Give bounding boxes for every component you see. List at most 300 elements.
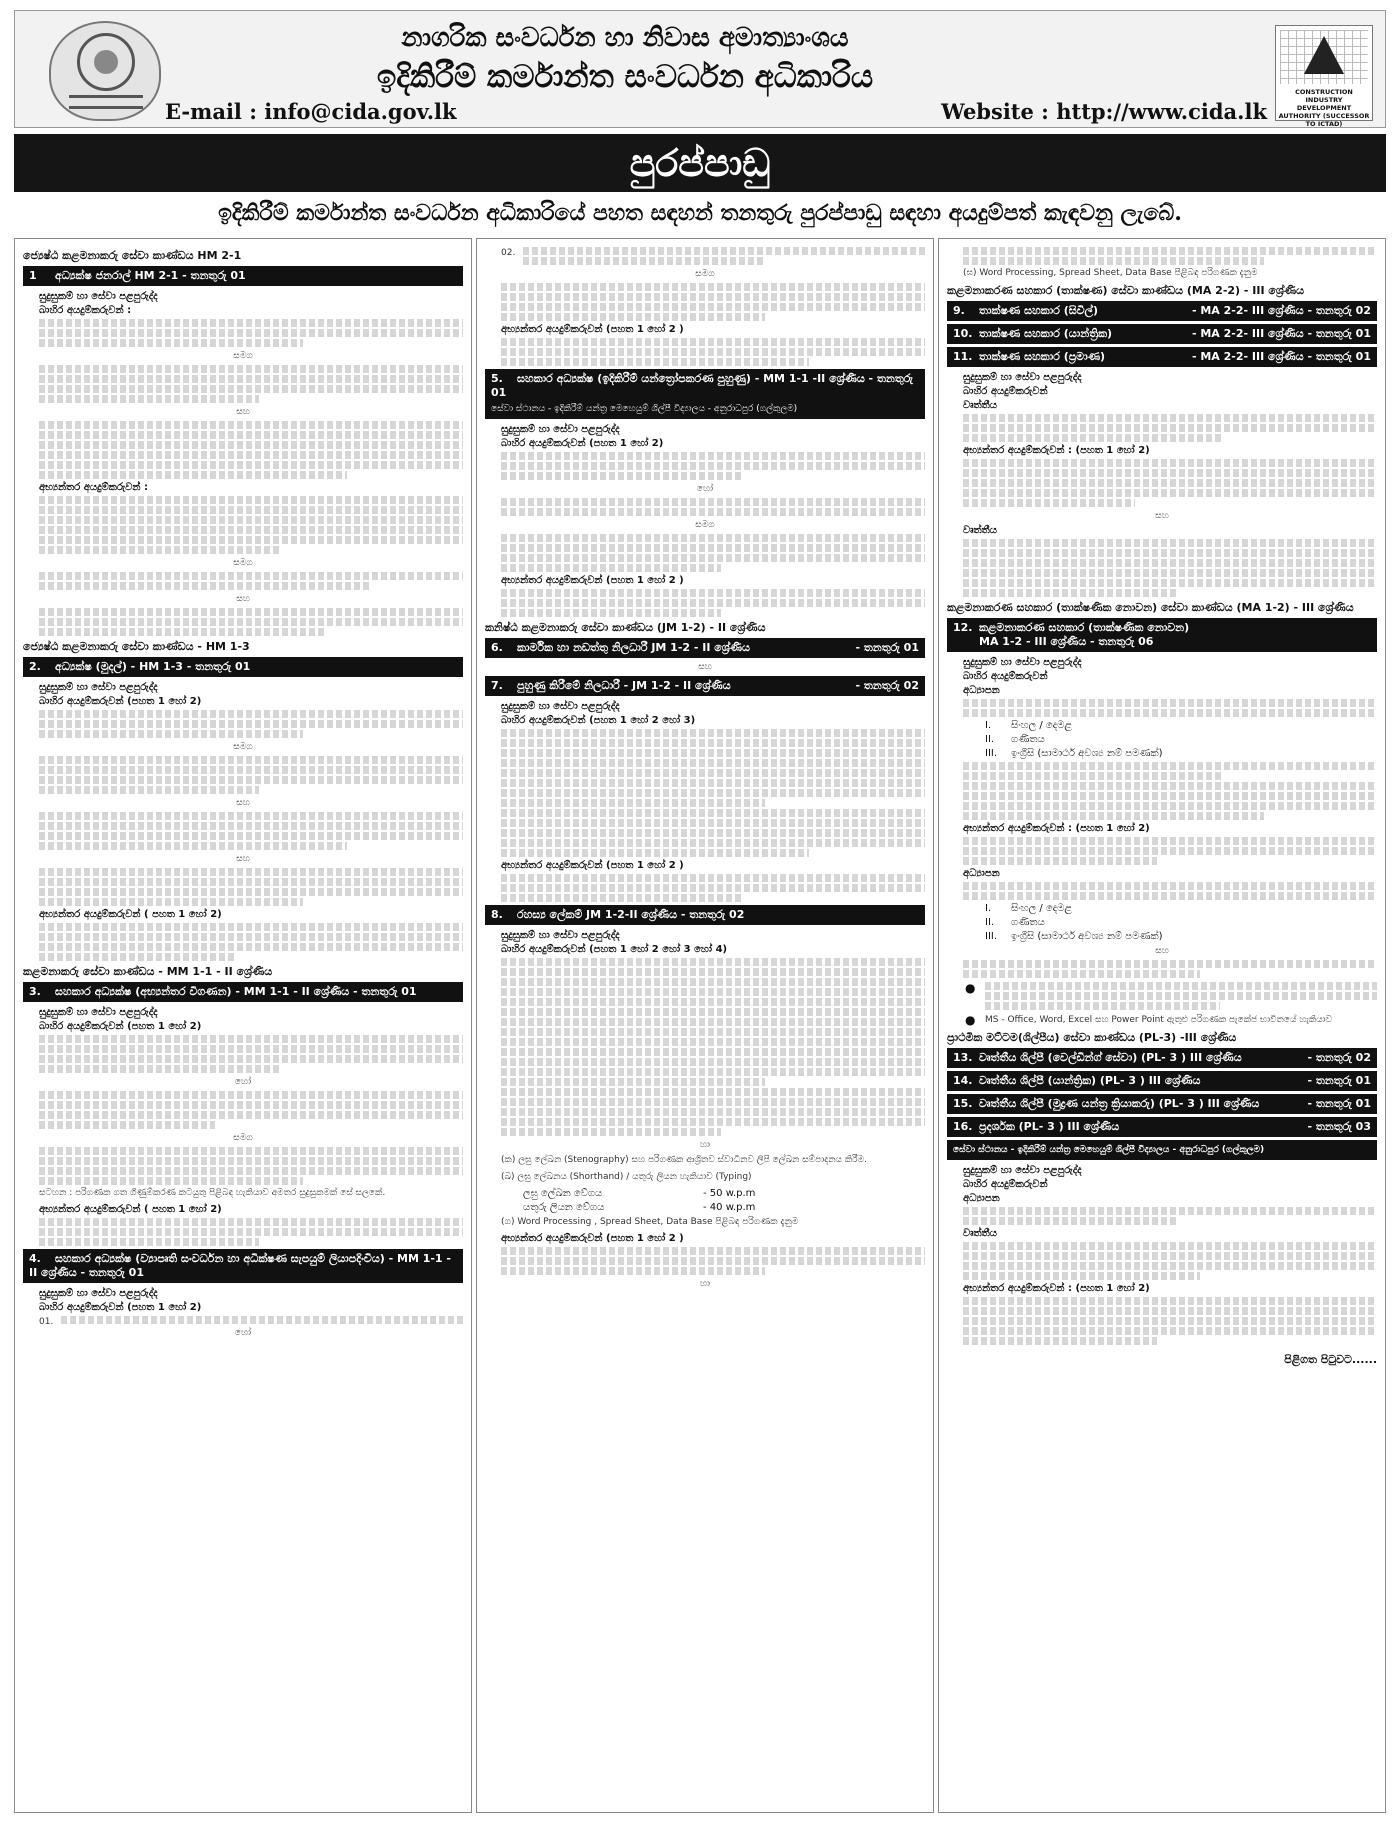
text-line [501, 988, 925, 996]
post-title: අධ්‍යක්ෂ (මුදල්) - HM 1-3 - තනතුරු 01 [55, 660, 251, 673]
internal-label: අභ්‍යන්තර අයදුම්කරුවන් : (පහත 1 හෝ 2) [963, 445, 1150, 456]
post-number: 3. [29, 985, 41, 998]
text-line [501, 498, 925, 506]
post-title: ප්‍රදර්ශක (PL- 3 ) III ශ්‍රේණිය [979, 1120, 1120, 1133]
text-line [501, 589, 925, 597]
text-line [39, 1101, 463, 1109]
text-line [501, 729, 925, 737]
text-line [501, 894, 743, 902]
text-line [39, 546, 281, 554]
text-line [963, 792, 1377, 800]
text-line [501, 874, 925, 882]
text-line [963, 812, 1264, 820]
text-line [501, 564, 721, 572]
post-count: - තනතුරු 03 [1307, 1120, 1371, 1133]
post-number: 4. [29, 1252, 41, 1265]
text-line [963, 414, 1377, 422]
internal-label: අභ්‍යන්තර අයදුම්කරුවන් (පහත 1 හෝ 2 ) [501, 860, 684, 871]
text-line [963, 489, 1377, 497]
text-line [501, 1128, 721, 1136]
post-number: 5. [491, 372, 503, 385]
speed-value: - 50 w.p.m [703, 1188, 756, 1199]
conjunction: සමග [695, 269, 715, 279]
text-line [963, 1217, 1178, 1225]
text-line [501, 1257, 925, 1265]
post-title: වෘත්තීය ශිල්පී (යාන්ත්‍රික) (PL- 3 ) III ශ්‍රේණිය [979, 1074, 1201, 1087]
external-label: බාහිර අයදුම්කරුවන් [963, 386, 1048, 397]
education-label: අධ්‍යාපන [963, 1193, 1000, 1204]
conjunction: හා [699, 1140, 711, 1150]
post-grade: - MA 2-2- III ශ්‍රේණිය - තනතුරු 02 [1191, 304, 1371, 317]
text-line [501, 338, 925, 346]
text-line [501, 358, 809, 366]
text-line [501, 534, 925, 542]
text-line [501, 779, 925, 787]
text-line [501, 554, 925, 562]
internal-label: අභ්‍යන්තර අයදුම්කරුවන් (පහත 1 හෝ 2 ) [501, 1233, 684, 1244]
text-line [501, 599, 925, 607]
text-line [963, 1297, 1377, 1305]
text-line [963, 762, 1377, 770]
text-line [501, 508, 925, 516]
text-line [39, 339, 303, 347]
text-line [39, 812, 463, 820]
shorthand-requirement: (ඛ) ලඝු ලේඛනය (Shorthand) / යතුරු ලියන හැකියාව (Typing) [501, 1172, 752, 1182]
subject-name: සිංහල / දෙමළ [1011, 903, 1073, 914]
text-line [963, 589, 1178, 597]
text-line [963, 709, 1377, 717]
text-line [501, 1068, 925, 1076]
subject-name: ඉංග්‍රීසි (සාමාර්ථ අවශ්‍ය නම් පමණක්) [1011, 748, 1163, 759]
post-title: කාර්මික හා නඩත්තු නිලධාරී JM 1-2 - II ශ්‍රේණිය [517, 641, 750, 654]
post-bar [947, 1094, 1377, 1114]
post-title: වෘත්තීය ශිල්පී (වෙල්ඩින්ග් සේවා) (PL- 3 ) III ශ්‍රේණිය [979, 1051, 1242, 1064]
section-heading: කනිෂ්ඨ කළමනාකරු සේවා කාණ්ඩය (JM 1-2) - II ශ්‍රේණිය [485, 621, 766, 634]
text-line [523, 257, 764, 265]
text-line [39, 496, 463, 504]
post-bar [947, 1117, 1377, 1137]
internal-label: අභ්‍යන්තර අයදුම්කරුවන් : [39, 482, 149, 493]
text-line [963, 892, 1377, 900]
conjunction: සහ [1155, 946, 1169, 956]
post-bar [485, 676, 925, 696]
text-line [501, 819, 925, 827]
conjunction: සහ [236, 407, 250, 417]
text-line [501, 472, 743, 480]
text-line [985, 1002, 1220, 1010]
post-number: 16. [953, 1120, 973, 1133]
text-line [963, 569, 1377, 577]
post-title: රහස්‍ය ලේකම් JM 1-2-II ශ්‍රේණිය - තනතුරු 02 [517, 908, 745, 921]
external-label: බාහිර අයදුම්කරුවන් (පහත 1 හෝ 2) [39, 696, 202, 707]
post-number: 9. [953, 304, 965, 317]
text-line [39, 618, 463, 626]
conjunction: සහ [698, 662, 712, 672]
text-line [501, 452, 925, 460]
text-line [963, 257, 1264, 265]
text-line [39, 923, 463, 931]
post-bar [947, 347, 1377, 367]
text-line [501, 968, 925, 976]
text-line [523, 247, 925, 255]
stenography-requirement: (ක) ලඝු ලේඛන (Stenography) සහ පරිගණක ආශ්‍රිතව ස්වාධීනව ලිපි ලේඛන සම්පාදනය කිරීම. [501, 1155, 867, 1165]
list-item [501, 247, 925, 265]
text-line [985, 992, 1377, 1000]
conjunction: සමග [233, 1133, 253, 1143]
qualifications-label: සුදුසුකම් හා සේවා පළපුරුද්ද [963, 1165, 1082, 1176]
conjunction: හෝ [696, 484, 714, 494]
text-line [501, 849, 809, 857]
text-line [39, 786, 259, 794]
vacancies-banner: පුරප්පාඩු [14, 134, 1386, 192]
subject-item: I. සිංහල / දෙමළ [985, 903, 1073, 914]
text-line [39, 319, 463, 327]
text-line [39, 431, 463, 439]
text-line [39, 1177, 303, 1185]
external-label: බාහිර අයදුම්කරුවන් (පහත 1 හෝ 2) [39, 1021, 202, 1032]
internal-label: අභ්‍යන්තර අයදුම්කරුවන් (පහත 1 හෝ 2 ) [501, 324, 684, 335]
post-number: 1 [29, 269, 37, 282]
subject-name: ගණිතය [1011, 917, 1045, 928]
post-number: 7. [491, 679, 503, 692]
post-title: සහකාර අධ්‍යක්ෂ (අභ්‍යන්තර විගණන) - MM 1-1 - II ශ්‍රේණිය - තනතුරු 01 [55, 985, 417, 998]
column-1 [14, 238, 472, 1813]
station-bar: සේවා ස්ථානය - ඉදිකිරීම් යන්ත්‍ර මෙහෙයුම් ශිල්පී විද්‍යාලය - අනුරාධපුර (ගල්කුලම) [947, 1140, 1377, 1160]
text-line [501, 829, 925, 837]
text-line [39, 1238, 259, 1246]
text-line [985, 982, 1377, 990]
section-heading: කළමනාකරු සේවා කාණ්ඩය - MM 1-1 - II ශ්‍රේණිය [23, 965, 273, 978]
text-line [501, 303, 925, 311]
text-line [963, 469, 1377, 477]
text-line [39, 720, 463, 728]
qualifications-label: සුදුසුකම් හා සේවා පළපුරුද්ද [501, 930, 620, 941]
text-line [501, 799, 765, 807]
text-line [963, 699, 1377, 707]
ministry-name: නාගරික සංවර්ධන හා නිවාස අමාත්‍යාංශය [401, 23, 849, 53]
external-label: බාහිර අයදුම්කරුවන් : [39, 305, 132, 316]
post-number: 10. [953, 327, 973, 340]
post-bar [485, 638, 925, 658]
text-line [39, 1121, 215, 1129]
text-line [39, 1147, 463, 1155]
text-line [963, 1307, 1377, 1315]
internal-label: අභ්‍යන්තර අයදුම්කරුවන් : (පහත 1 හෝ 2) [963, 1283, 1150, 1294]
text-line [39, 1035, 463, 1043]
text-line [501, 958, 925, 966]
text-line [39, 628, 325, 636]
text-line [501, 1108, 925, 1116]
post-count: - තනතුරු 02 [1307, 1051, 1371, 1064]
post-bar [947, 1071, 1377, 1091]
letterhead [14, 10, 1386, 128]
text-line [39, 365, 463, 373]
post-number: 11. [953, 350, 973, 363]
cida-logo [1275, 25, 1373, 128]
text-line [501, 293, 925, 301]
post-bar [23, 982, 463, 1002]
text-line [501, 1118, 925, 1126]
speed-label: ලඝු ලේඛන වේගය [523, 1188, 603, 1199]
text-line [501, 1267, 765, 1275]
text-line [39, 421, 463, 429]
text-line [39, 1157, 463, 1165]
text-line [39, 536, 463, 544]
item-number: 02. [501, 248, 516, 258]
text-line [963, 970, 1200, 978]
internal-label: අභ්‍යන්තර අයදුම්කරුවන් ( පහත 1 හෝ 2) [39, 1204, 222, 1215]
external-label: බාහිර අයදුම්කරුවන් (පහත 1 හෝ 2) [39, 1302, 202, 1313]
text-line [39, 1111, 463, 1119]
text-line [963, 424, 1377, 432]
conjunction: හා [699, 1279, 711, 1289]
text-line [501, 1058, 925, 1066]
text-line [39, 730, 303, 738]
text-line [39, 943, 463, 951]
subject-item: I. සිංහල / දෙමළ [985, 720, 1073, 731]
post-title: වෘත්තීය ශිල්පී (මුද්‍රණ යන්ත්‍ර ක්‍රියාකරු) (PL- 3 ) III ශ්‍රේණිය [979, 1097, 1260, 1110]
education-label: අධ්‍යාපන [963, 685, 1000, 696]
email-text: E-mail : info@cida.gov.lk [165, 99, 457, 124]
text-line [501, 789, 925, 797]
post-number: 14. [953, 1074, 973, 1087]
column-3 [938, 238, 1386, 1813]
text-line [501, 1098, 925, 1106]
conjunction: හෝ [234, 1328, 252, 1338]
text-line [501, 1038, 925, 1046]
text-line [501, 749, 925, 757]
text-line [39, 329, 463, 337]
external-label: බාහිර අයදුම්කරුවන් [963, 1179, 1048, 1190]
post-bar [947, 301, 1377, 321]
emblem-ring-icon [77, 33, 135, 91]
text-line [963, 499, 1135, 507]
bullet-item [963, 982, 1377, 1010]
text-line [39, 516, 463, 524]
text-line [39, 1091, 463, 1099]
subject-item: II. ගණිතය [985, 917, 1045, 928]
post-title: තාක්ෂණ සහකාර (සිවිල්) [979, 304, 1098, 317]
qualifications-label: සුදුසුකම් හා සේවා පළපුරුද්ද [39, 291, 158, 302]
professional-label: වෘත්තීය [963, 400, 997, 411]
text-line [501, 1088, 925, 1096]
speed-label: යතුරු ලියන වේගය [523, 1202, 605, 1213]
subject-name: ගණිතය [1011, 734, 1045, 745]
text-line [39, 1228, 463, 1236]
post-title: තාක්ෂණ සහකාර (යාන්ත්‍රික) [979, 327, 1113, 340]
qualifications-label: සුදුසුකම් හා සේවා පළපුරුද්ද [963, 372, 1082, 383]
text-line [501, 1018, 925, 1026]
professional-label: වෘත්තීය [963, 525, 997, 536]
text-line [39, 832, 463, 840]
text-line [501, 978, 925, 986]
qualifications-label: සුදුසුකම් හා සේවා පළපුරුද්ද [39, 1007, 158, 1018]
text-line [39, 471, 347, 479]
subject-item: II. ගණිතය [985, 734, 1045, 745]
section-heading: ජ්‍යෙෂ්ඨ කළමනාකරු සේවා කාණ්ඩය - HM 1-3 [23, 640, 250, 653]
text-line [963, 1272, 1200, 1280]
professional-label: වෘත්තීය [963, 1228, 997, 1239]
text-line [963, 479, 1377, 487]
post-count: - තනතුරු 02 [855, 679, 919, 692]
post-number: 13. [953, 1051, 973, 1064]
text-line [39, 526, 463, 534]
emblem-base-icon [69, 95, 143, 109]
text-line [39, 608, 463, 616]
logo-triangle-icon [1304, 36, 1344, 74]
text-line [39, 375, 463, 383]
text-line [501, 1247, 925, 1255]
text-line [501, 1078, 765, 1086]
post-bar [947, 324, 1377, 344]
column-2 [476, 238, 934, 1813]
conjunction: සමග [233, 742, 253, 752]
subject-item: III. ඉංග්‍රීසි (සාමාර්ථ අවශ්‍ය නම් පමණක්) [985, 931, 1163, 942]
post-bar [947, 618, 1377, 652]
speed-row [523, 1188, 925, 1199]
text-line [963, 1252, 1377, 1260]
text-line [963, 539, 1377, 547]
text-line [501, 462, 925, 470]
text-line [39, 822, 463, 830]
note-text: සටහන : පරිගණක ගත ගිණුම්කරණ කටයුතු පිළිබඳ හැකියාව අමතර සුදුසුකමක් සේ සලකේ. [39, 1188, 386, 1198]
text-line [39, 776, 463, 784]
text-line [39, 766, 463, 774]
text-line [501, 739, 925, 747]
speed-row [523, 1202, 925, 1213]
text-line [963, 772, 1221, 780]
external-label: බාහිර අයදුම්කරුවන් (පහත 1 හෝ 2) [501, 438, 664, 449]
post-title: අධ්‍යක්ෂ ජනරාල් HM 2-1 - තනතුරු 01 [55, 269, 246, 282]
post-number: 6. [491, 641, 503, 654]
text-line [39, 868, 463, 876]
post-bar [947, 1048, 1377, 1068]
text-line [963, 782, 1377, 790]
conjunction: සමග [233, 558, 253, 568]
text-line [501, 1028, 925, 1036]
qualifications-label: සුදුසුකම් හා සේවා පළපුරුද්ද [501, 424, 620, 435]
text-line [39, 1065, 281, 1073]
text-line [39, 582, 369, 590]
section-heading: කළමනාකරණ සහකාර (තාක්ෂණ) සේවා කාණ්ඩය (MA 2-2) - III ශ්‍රේණිය [947, 284, 1305, 297]
text-line [39, 451, 463, 459]
text-line [39, 953, 237, 961]
text-line [963, 847, 1377, 855]
text-line [963, 882, 1377, 890]
internal-label: අභ්‍යන්තර අයදුම්කරුවන් : (පහත 1 හෝ 2) [963, 823, 1150, 834]
website-text: Website : http://www.cida.lk [941, 99, 1267, 124]
external-label: බාහිර අයදුම්කරුවන් (පහත 1 හෝ 2 හෝ 3) [501, 715, 696, 726]
qualifications-label: සුදුසුකම් හා සේවා පළපුරුද්ද [963, 657, 1082, 668]
text-line [39, 710, 463, 718]
post-count: - තනතුරු 01 [1307, 1097, 1371, 1110]
text-line [39, 395, 259, 403]
text-line [39, 1045, 463, 1053]
computer-knowledge: (ග) Word Processing , Spread Sheet, Data Base පිළිබඳ පරිගණක දැනුම [501, 1217, 799, 1227]
section-heading: ප්‍රාථමික මට්ටම(ශිල්පීය) සේවා කාණ්ඩය (PL-3) -III ශ්‍රේණිය [947, 1031, 1237, 1044]
advert-subtitle: ඉදිකිරීම් කර්මාන්ත සංවර්ධන අධිකාරියේ පහත සඳහන් තනතුරු පුරප්පාඩු සඳහා අයදුම්පත් කැඳවනු ලැබේ. [218, 200, 1182, 226]
conjunction: සහ [236, 594, 250, 604]
computer-knowledge: (ඝ) Word Processing, Spread Sheet, Data Base පිළිබඳ පරිගණක දැනුම [963, 268, 1258, 278]
text-line [501, 609, 721, 617]
text-line [501, 313, 765, 321]
external-label: බාහිර අයදුම්කරුවන් [963, 671, 1048, 682]
text-line [39, 1167, 463, 1175]
qualifications-label: සුදුසුකම් හා සේවා පළපුරුද්ද [39, 682, 158, 693]
text-line [39, 461, 463, 469]
text-line [39, 1218, 463, 1226]
text-line [61, 1316, 463, 1324]
conjunction: සහ [236, 798, 250, 808]
section-heading: ජ්‍යෙෂ්ඨ කළමනාකරු සේවා කාණ්ඩය HM 2-1 [23, 249, 242, 262]
qualifications-label: සුදුසුකම් හා සේවා පළපුරුද්ද [501, 701, 620, 712]
text-line [963, 434, 1221, 442]
conjunction: හෝ [234, 1077, 252, 1087]
post-grade: MA 1-2 - III ශ්‍රේණිය - තනතුරු 06 [979, 635, 1154, 648]
education-label: අධ්‍යාපන [963, 868, 1000, 879]
post-title: පුහුණු කිරීමේ නිලධාරී - JM 1-2 - II ශ්‍රේණිය [517, 679, 731, 692]
speed-value: - 40 w.p.m [703, 1202, 756, 1213]
conjunction: සමග [695, 520, 715, 530]
post-number: 2. [29, 660, 41, 673]
post-bar [23, 1249, 463, 1283]
text-line [39, 898, 303, 906]
text-line [39, 385, 463, 393]
text-line [963, 1207, 1377, 1215]
post-bar [23, 266, 463, 286]
text-line [501, 348, 925, 356]
text-line [963, 1262, 1377, 1270]
text-line [39, 506, 463, 514]
internal-label: අභ්‍යන්තර අයදුම්කරුවන් ( පහත 1 හෝ 2) [39, 909, 222, 920]
text-line [963, 960, 1377, 968]
subject-name: සිංහල / දෙමළ [1011, 720, 1073, 731]
conjunction: සහ [1155, 511, 1169, 521]
text-line [963, 1337, 1157, 1345]
internal-label: අභ්‍යන්තර අයදුම්කරුවන් (පහත 1 හෝ 2 ) [501, 575, 684, 586]
text-line [501, 884, 925, 892]
sri-lanka-emblem-logo [49, 21, 161, 121]
text-line [39, 756, 463, 764]
text-line [501, 1048, 925, 1056]
item-number: 01. [39, 1317, 54, 1327]
post-title: කළමනාකරණ සහකාර (තාක්ෂණික නොවන) [979, 621, 1190, 634]
text-line [501, 759, 925, 767]
list-item [39, 1316, 463, 1327]
post-title: තාක්ෂණ සහකාර (ප්‍රමාණ) [979, 350, 1106, 363]
post-number: 8. [491, 908, 503, 921]
text-line [963, 1327, 1377, 1335]
post-bar [485, 905, 925, 925]
text-line [501, 283, 925, 291]
text-line [39, 933, 463, 941]
post-bar [485, 369, 925, 419]
post-grade: - MA 2-2- III ශ්‍රේණිය - තනතුරු 01 [1191, 350, 1371, 363]
text-line [39, 878, 463, 886]
post-count: - තනතුරු 01 [1307, 1074, 1371, 1087]
text-line [963, 1317, 1377, 1325]
text-line [501, 998, 925, 1006]
post-grade: - MA 2-2- III ශ්‍රේණිය - තනතුරු 01 [1191, 327, 1371, 340]
qualifications-label: සුදුසුකම් හා සේවා පළපුරුද්ද [39, 1288, 158, 1299]
post-number: 15. [953, 1097, 973, 1110]
text-line [39, 441, 463, 449]
bullet-item: ● MS - Office, Word, Excel සහ Power Point ඇතුළු පරිගණක පැකේජ භාවිතයේ හැකියාව [963, 1014, 1377, 1027]
text-line [963, 1242, 1377, 1250]
continued-note: පිළිගත පිටුවට...... [1284, 1353, 1377, 1366]
post-title: සහකාර අධ්‍යක්ෂ (ව්‍යාපෘති සංවර්ධන හා අධීක්ෂණ සැපයුම් ලියාපදිංචිය) - MM 1-1 - II ශ්‍රේණිය - තනතුරු 01 [29, 1252, 451, 1279]
text-line [39, 572, 463, 580]
